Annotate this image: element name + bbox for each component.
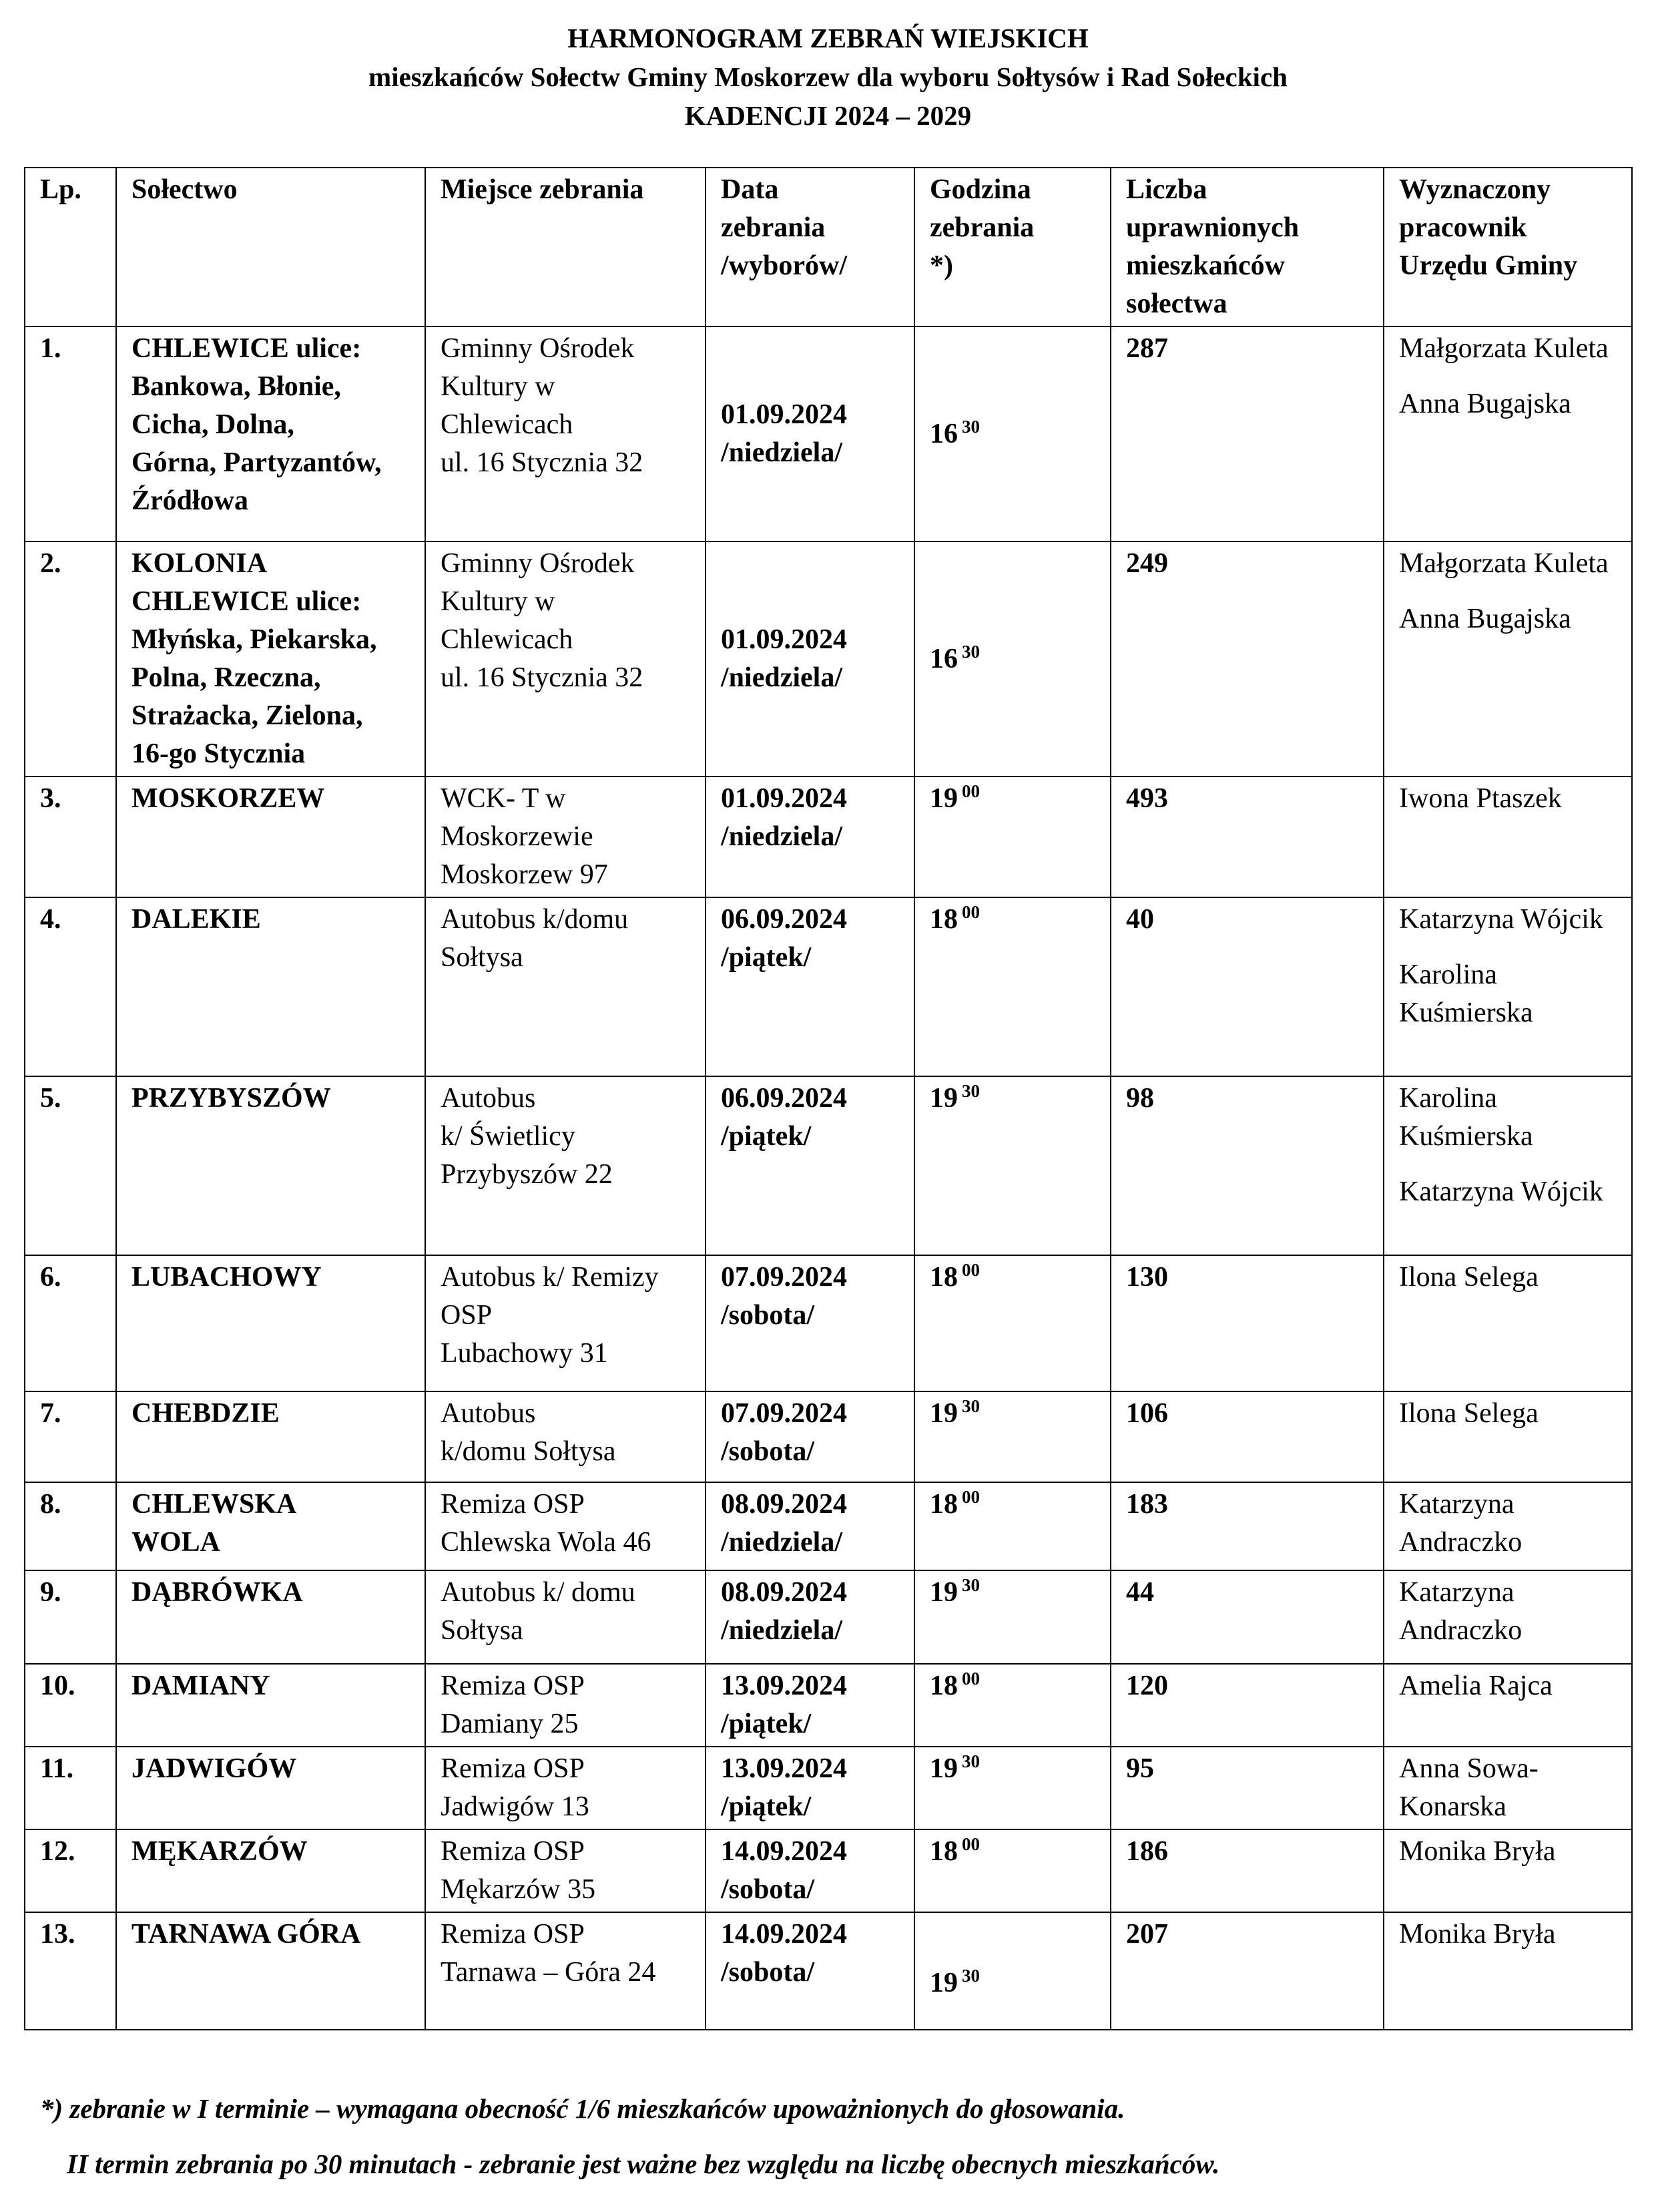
cell-data: 06.09.2024 /piątek/ — [706, 1076, 914, 1255]
cell-data: 08.09.2024 /niedziela/ — [706, 1570, 914, 1664]
table-row — [25, 1747, 1632, 1829]
cell-pracownik: Katarzyna Andraczko — [1384, 1482, 1632, 1570]
cell-godzina: 16 $^{30}$ — [914, 541, 1111, 777]
cell-liczba: 186 — [1111, 1829, 1384, 1912]
cell-pracownik: Monika Bryła — [1384, 1829, 1632, 1912]
cell-pracownik: Iwona Ptaszek — [1384, 777, 1632, 897]
cell-solectwo: KOLONIA CHLEWICE ulice: Młyńska, Piekarska, Polna, Rzeczna, Strażacka, Zielona, 16-go Stycznia — [116, 541, 425, 777]
cell-liczba: 183 — [1111, 1482, 1384, 1570]
cell-data: 13.09.2024 /piątek/ — [706, 1664, 914, 1747]
title-line-1: HARMONOGRAM ZEBRAŃ WIEJSKICH — [567, 23, 1089, 53]
table-row — [25, 1912, 1632, 2030]
title-line-3: KADENCJI 2024 – 2029 — [684, 100, 972, 131]
cell-pracownik: Amelia Rajca — [1384, 1664, 1632, 1747]
schedule-table — [24, 167, 1633, 2030]
table-row — [25, 1482, 1632, 1570]
cell-lp: 1. — [25, 326, 116, 541]
cell-godzina: 19 $^{30}$ — [914, 1747, 1111, 1829]
cell-data: 08.09.2024 /niedziela/ — [706, 1482, 914, 1570]
table-row — [25, 897, 1632, 1076]
table-row — [25, 541, 1632, 777]
cell-godzina: 16 $^{30}$ — [914, 326, 1111, 541]
cell-liczba: 40 — [1111, 897, 1384, 1076]
cell-pracownik: Anna Sowa-Konarska — [1384, 1747, 1632, 1829]
cell-godzina: 18 $^{00}$ — [914, 1829, 1111, 1912]
cell-lp: 11. — [25, 1747, 116, 1829]
table-header — [25, 168, 1632, 326]
cell-solectwo: DALEKIE — [116, 897, 425, 1076]
cell-solectwo: MOSKORZEW — [116, 777, 425, 897]
cell-liczba: 287 — [1111, 326, 1384, 541]
cell-liczba: 493 — [1111, 777, 1384, 897]
cell-solectwo: LUBACHOWY — [116, 1255, 425, 1391]
cell-miejsce: Remiza OSP Tarnawa – Góra 24 — [425, 1912, 706, 2030]
cell-liczba: 95 — [1111, 1747, 1384, 1829]
cell-liczba: 207 — [1111, 1912, 1384, 2030]
header-godzina: Godzina zebrania *) — [914, 168, 1111, 326]
cell-solectwo: MĘKARZÓW — [116, 1829, 425, 1912]
cell-data: 06.09.2024 /piątek/ — [706, 897, 914, 1076]
cell-liczba: 44 — [1111, 1570, 1384, 1664]
cell-godzina: 18 $^{00}$ — [914, 1255, 1111, 1391]
cell-lp: 12. — [25, 1829, 116, 1912]
cell-liczba: 106 — [1111, 1391, 1384, 1482]
cell-data: 01.09.2024 /niedziela/ — [706, 326, 914, 541]
cell-solectwo: TARNAWA GÓRA — [116, 1912, 425, 2030]
cell-miejsce: Autobus k/ domu Sołtysa — [425, 1570, 706, 1664]
cell-data: 01.09.2024 /niedziela/ — [706, 541, 914, 777]
cell-godzina: 18 $^{00}$ — [914, 1664, 1111, 1747]
table-row — [25, 1255, 1632, 1391]
cell-liczba: 98 — [1111, 1076, 1384, 1255]
cell-lp: 7. — [25, 1391, 116, 1482]
cell-data: 14.09.2024 /sobota/ — [706, 1829, 914, 1912]
cell-pracownik: Katarzyna Andraczko — [1384, 1570, 1632, 1664]
table-row — [25, 1076, 1632, 1255]
cell-data: 13.09.2024 /piątek/ — [706, 1747, 914, 1829]
cell-solectwo: CHLEWICE ulice: Bankowa, Błonie, Cicha, Dolna, Górna, Partyzantów, Źródłowa — [116, 326, 425, 541]
title-line-2: mieszkańców Sołectw Gminy Moskorzew dla wyboru Sołtysów i Rad Sołeckich — [368, 61, 1288, 92]
cell-lp: 4. — [25, 897, 116, 1076]
cell-pracownik: Karolina Kuśmierska Katarzyna Wójcik — [1384, 1076, 1632, 1255]
cell-solectwo: DAMIANY — [116, 1664, 425, 1747]
cell-miejsce: Remiza OSP Mękarzów 35 — [425, 1829, 706, 1912]
header-pracownik: Wyznaczony pracownik Urzędu Gminy — [1384, 168, 1632, 326]
cell-pracownik: Małgorzata Kuleta Anna Bugajska — [1384, 541, 1632, 777]
cell-miejsce: Remiza OSP Damiany 25 — [425, 1664, 706, 1747]
table-row — [25, 1391, 1632, 1482]
cell-lp: 13. — [25, 1912, 116, 2030]
cell-lp: 6. — [25, 1255, 116, 1391]
cell-pracownik: Katarzyna Wójcik Karolina Kuśmierska — [1384, 897, 1632, 1076]
table-row — [25, 1829, 1632, 1912]
footnote-line-1: *) zebranie w I terminie – wymagana obecność 1/6 mieszkańców upoważnionych do głosowania. — [40, 2093, 1125, 2124]
cell-miejsce: Gminny Ośrodek Kultury w Chlewicach ul. 16 Stycznia 32 — [425, 326, 706, 541]
cell-data: 14.09.2024 /sobota/ — [706, 1912, 914, 2030]
cell-lp: 8. — [25, 1482, 116, 1570]
cell-pracownik: Ilona Selega — [1384, 1255, 1632, 1391]
cell-godzina: 19 $^{30}$ — [914, 1391, 1111, 1482]
header-lp: Lp. — [25, 168, 116, 326]
cell-solectwo: DĄBRÓWKA — [116, 1570, 425, 1664]
cell-miejsce: Autobus k/ Remizy OSP Lubachowy 31 — [425, 1255, 706, 1391]
cell-liczba: 249 — [1111, 541, 1384, 777]
table-row — [25, 326, 1632, 541]
table-body — [25, 326, 1632, 2030]
cell-miejsce: Remiza OSP Jadwigów 13 — [425, 1747, 706, 1829]
cell-pracownik: Małgorzata Kuleta Anna Bugajska — [1384, 326, 1632, 541]
cell-solectwo: PRZYBYSZÓW — [116, 1076, 425, 1255]
header-liczba: Liczba uprawnionych mieszkańców sołectwa — [1111, 168, 1384, 326]
table-row — [25, 1570, 1632, 1664]
cell-pracownik: Monika Bryła — [1384, 1912, 1632, 2030]
cell-data: 07.09.2024 /sobota/ — [706, 1391, 914, 1482]
cell-godzina: 19 $^{30}$ — [914, 1912, 1111, 2030]
cell-lp: 5. — [25, 1076, 116, 1255]
document-title — [0, 19, 1656, 135]
cell-godzina: 18 $^{00}$ — [914, 1482, 1111, 1570]
cell-liczba: 120 — [1111, 1664, 1384, 1747]
cell-solectwo: CHEBDZIE — [116, 1391, 425, 1482]
cell-godzina: 19 $^{30}$ — [914, 1570, 1111, 1664]
cell-liczba: 130 — [1111, 1255, 1384, 1391]
cell-lp: 2. — [25, 541, 116, 777]
table-row — [25, 1664, 1632, 1747]
cell-godzina: 18 $^{00}$ — [914, 897, 1111, 1076]
cell-miejsce: Autobus k/domu Sołtysa — [425, 1391, 706, 1482]
cell-miejsce: Gminny Ośrodek Kultury w Chlewicach ul. 16 Stycznia 32 — [425, 541, 706, 777]
cell-data: 07.09.2024 /sobota/ — [706, 1255, 914, 1391]
cell-miejsce: Remiza OSP Chlewska Wola 46 — [425, 1482, 706, 1570]
cell-lp: 9. — [25, 1570, 116, 1664]
cell-godzina: 19 $^{00}$ — [914, 777, 1111, 897]
cell-data: 01.09.2024 /niedziela/ — [706, 777, 914, 897]
cell-solectwo: JADWIGÓW — [116, 1747, 425, 1829]
table-row — [25, 777, 1632, 897]
cell-miejsce: WCK- T w Moskorzewie Moskorzew 97 — [425, 777, 706, 897]
cell-pracownik: Ilona Selega — [1384, 1391, 1632, 1482]
header-data: Data zebrania /wyborów/ — [706, 168, 914, 326]
cell-godzina: 19 $^{30}$ — [914, 1076, 1111, 1255]
cell-lp: 10. — [25, 1664, 116, 1747]
cell-miejsce: Autobus k/domu Sołtysa — [425, 897, 706, 1076]
header-miejsce: Miejsce zebrania — [425, 168, 706, 326]
cell-miejsce: Autobus k/ Świetlicy Przybyszów 22 — [425, 1076, 706, 1255]
cell-lp: 3. — [25, 777, 116, 897]
footnote-line-2: II termin zebrania po 30 minutach - zebranie jest ważne bez względu na liczbę obecnych mieszkańców. — [67, 2149, 1220, 2179]
cell-solectwo: CHLEWSKA WOLA — [116, 1482, 425, 1570]
header-solectwo: Sołectwo — [116, 168, 425, 326]
